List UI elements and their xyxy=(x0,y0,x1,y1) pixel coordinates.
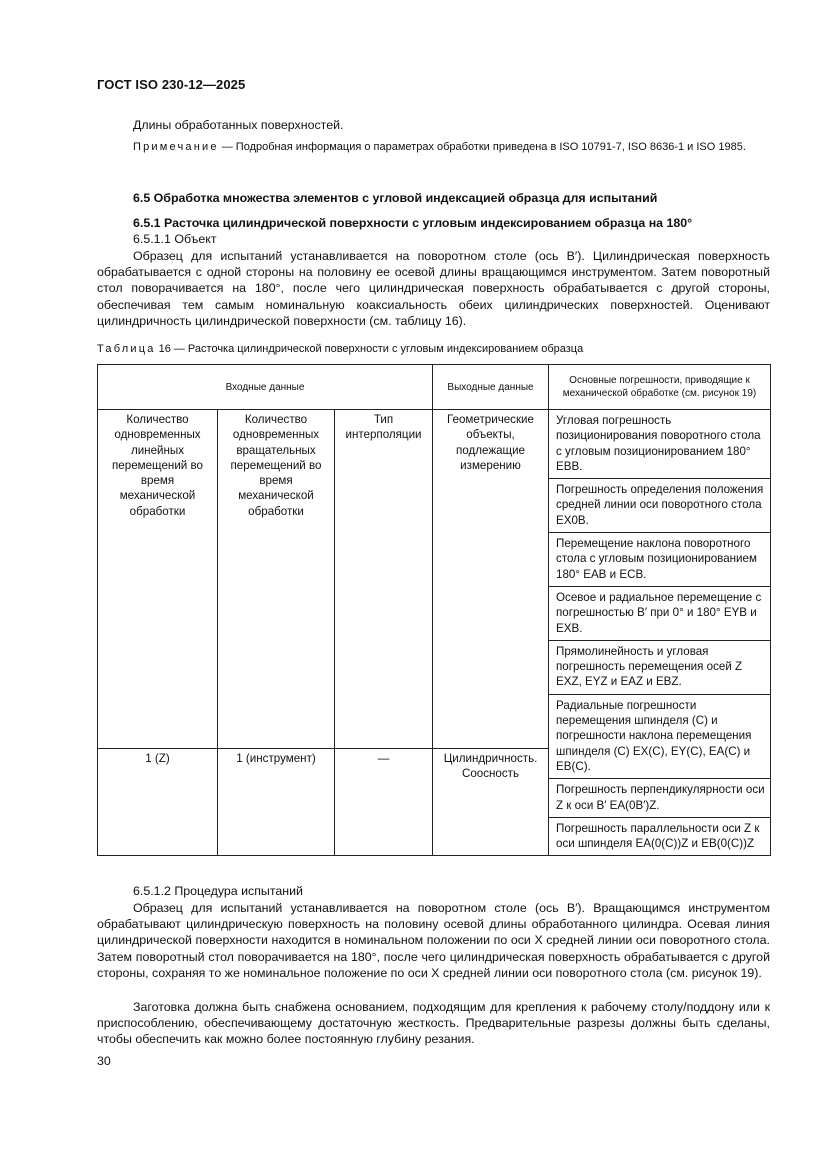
table-16 xyxy=(97,364,771,856)
error-item: Радиальные погрешности перемещения шпинделя (C) и погрешности наклона перемещения шпинделя (C) EX(C), EY(C), EA(C) и EB(C). xyxy=(549,695,770,779)
table-subheader-row xyxy=(98,410,771,749)
subheader-linear: Количество одновременных линейных перемещений во время механической обработки xyxy=(98,410,218,749)
note-text: — Подробная информация о параметрах обработки приведена в ISO 10791-7, ISO 8636-1 и ISO 1985. xyxy=(218,141,746,153)
table-caption-text: 16 — Расточка цилиндрической поверхности с угловым индексированием образца xyxy=(155,343,584,355)
procedure-paragraph-2: Заготовка должна быть снабжена основанием, подходящим для крепления к рабочему столу/поддону или к приспособлению, обеспечивающему достаточную жесткость. Предварительные разрезы должны быть сделаны, чтобы обеспечить как можно более постоянную глубину резания. xyxy=(97,1000,770,1047)
table-caption xyxy=(97,343,583,355)
section-6-5-1-1-title: 6.5.1.1 Объект xyxy=(133,232,217,246)
error-item: Погрешность перпендикулярности оси Z к оси B′ EA(0B′)Z. xyxy=(549,779,770,818)
error-item: Перемещение наклона поворотного стола с угловым позиционированием 180° EAB и ECB. xyxy=(549,533,770,587)
error-item: Угловая погрешность позиционирования поворотного стола с угловым позиционированием 180° EBB. xyxy=(549,410,770,479)
error-item: Погрешность определения положения средней линии оси поворотного стола EX0B. xyxy=(549,479,770,533)
cell-linear: 1 (Z) xyxy=(98,748,218,856)
error-item: Осевое и радиальное перемещение с погрешностью B′ при 0° и 180° EYB и EXB. xyxy=(549,587,770,641)
errors-cell xyxy=(549,410,771,856)
subheader-rotary: Количество одновременных вращательных перемещений во время механической обработки xyxy=(218,410,335,749)
section-6-5-title: 6.5 Обработка множества элементов с угловой индексацией образца для испытаний xyxy=(133,191,658,205)
table-caption-label: Таблица xyxy=(97,343,156,355)
note-label: Примечание xyxy=(133,141,219,153)
section-6-5-1-title: 6.5.1 Расточка цилиндрической поверхности с угловым индексированием образца на 180° xyxy=(133,216,693,230)
page-number: 30 xyxy=(97,1054,111,1068)
subheader-geom: Геометрические объекты, подлежащие измерению xyxy=(433,410,549,749)
procedure-paragraph-1: Образец для испытаний устанавливается на поворотном столе (ось B′). Вращающимся инструментом обрабатывают цилиндрическую поверхность на половину осевой длины обработанного цилиндра. Осевая линия цилиндрической поверхности находится в номинальном положении по оси X средней линии оси поворотного стола. Затем поворотный стол поворачивается на 180°, после чего цилиндрическая поверхность обрабатывается с другой стороны, сохраняя то же номинальное положение по оси X средней линии оси поворотного стола (см. рисунок 19). xyxy=(97,901,770,980)
note xyxy=(97,140,770,155)
intro-line: Длины обработанных поверхностей. xyxy=(133,118,344,132)
table-header-row xyxy=(98,365,771,410)
cell-geom: Цилиндричность. Соосность xyxy=(433,748,549,856)
header-errors: Основные погрешности, приводящие к механической обработке (см. рисунок 19) xyxy=(549,365,771,410)
error-item: Погрешность параллельности оси Z к оси шпинделя EA(0(C))Z и EB(0(C))Z xyxy=(556,821,760,851)
section-6-5-1-2-title: 6.5.1.2 Процедура испытаний xyxy=(133,884,303,898)
header-output: Выходные данные xyxy=(433,365,549,410)
object-paragraph: Образец для испытаний устанавливается на поворотном столе (ось B′). Цилиндрическая поверхность обрабатывается с одной стороны на половину ее осевой длины вращающимся инструментом. Затем поворотный стол поворачивается на 180°, после чего цилиндрическая поверхность обрабатывается с другой стороны, обеспечивая тем самым номинальную коаксиальность обеих цилиндрических поверхностей. Оценивают цилиндричность цилиндрической поверхности (см. таблицу 16). xyxy=(97,249,770,328)
cell-rotary: 1 (инструмент) xyxy=(218,748,335,856)
subheader-interp: Тип интерполяции xyxy=(335,410,433,749)
header-input: Входные данные xyxy=(98,365,433,410)
error-item: Прямолинейность и угловая погрешность перемещения осей Z EXZ, EYZ и EAZ и EBZ. xyxy=(549,641,770,695)
cell-interp: — xyxy=(335,748,433,856)
document-header: ГОСТ ISO 230-12—2025 xyxy=(97,77,246,92)
